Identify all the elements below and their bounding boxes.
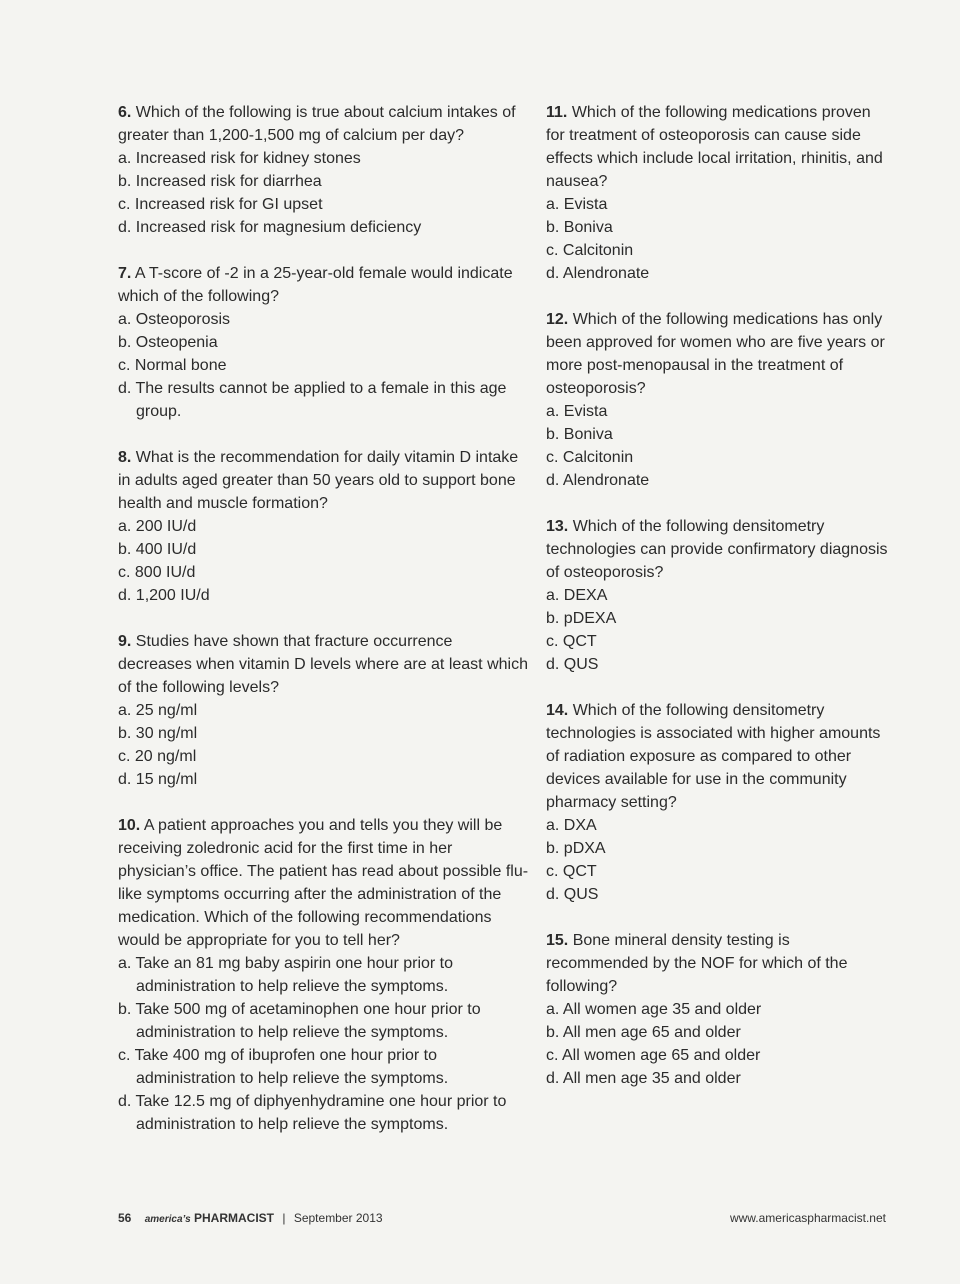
question-number: 15. bbox=[546, 932, 569, 949]
question-stem: Which of the following densitometry technologies is associated with higher amounts of radiation exposure as compared to other devices available for use in the community pharmacy setting? bbox=[546, 702, 881, 811]
option: b. pDXA bbox=[546, 840, 606, 857]
option: a. Evista bbox=[546, 403, 608, 420]
question-number: 9. bbox=[118, 633, 132, 650]
option: a. 200 IU/d bbox=[118, 518, 197, 535]
question-12 bbox=[546, 308, 891, 492]
question-number: 14. bbox=[546, 702, 569, 719]
right-column bbox=[546, 101, 891, 1113]
question-number: 11. bbox=[546, 104, 568, 121]
question-stem: Which of the following is true about calcium intakes of greater than 1,200-1,500 mg of calcium per day? bbox=[118, 104, 516, 144]
website-url: www.americaspharmacist.net bbox=[729, 1211, 886, 1225]
page-footer bbox=[118, 1209, 886, 1227]
option: b. All men age 65 and older bbox=[546, 1024, 741, 1041]
question-number: 7. bbox=[118, 265, 132, 282]
question-8 bbox=[118, 446, 530, 607]
option: c. Calcitonin bbox=[546, 449, 634, 466]
question-stem: A T-score of -2 in a 25-year-old female would indicate which of the following? bbox=[118, 265, 513, 305]
option: a. DEXA bbox=[546, 587, 608, 604]
option: d. QUS bbox=[546, 656, 599, 673]
option: c. QCT bbox=[546, 633, 597, 650]
question-stem: Which of the following medications proven for treatment of osteoporosis can cause side effects which include local irritation, rhinitis, and nausea? bbox=[546, 104, 883, 190]
option: d. Increased risk for magnesium deficiency bbox=[118, 219, 422, 236]
option: c. All women age 65 and older bbox=[546, 1047, 761, 1064]
option: b. Increased risk for diarrhea bbox=[118, 173, 322, 190]
option: a. Evista bbox=[546, 196, 608, 213]
option: c. QCT bbox=[546, 863, 597, 880]
issue-date: September 2013 bbox=[293, 1211, 383, 1225]
option: d. 1,200 IU/d bbox=[118, 587, 210, 604]
page-number: 56 bbox=[118, 1211, 132, 1225]
option: d. Alendronate bbox=[546, 472, 650, 489]
option: a. DXA bbox=[546, 817, 597, 834]
option: a. 25 ng/ml bbox=[118, 702, 198, 719]
option: c. 800 IU/d bbox=[118, 564, 196, 581]
option: b. Take 500 mg of acetaminophen one hour prior to administration to help relieve the symptoms. bbox=[118, 1001, 481, 1041]
question-stem: Bone mineral density testing is recommended by the NOF for which of the following? bbox=[546, 932, 848, 995]
question-14 bbox=[546, 699, 891, 906]
left-column bbox=[118, 101, 530, 1159]
question-number: 8. bbox=[118, 449, 132, 466]
question-number: 10. bbox=[118, 817, 141, 834]
question-7 bbox=[118, 262, 530, 423]
option: a. Increased risk for kidney stones bbox=[118, 150, 361, 167]
magazine-logo-prefix: america’s bbox=[144, 1214, 191, 1225]
question-stem: A patient approaches you and tells you they will be receiving zoledronic acid for the first time in her physician’s office. The patient has read about possible flu-like symptoms occurring after the administration of the medication. Which of the following recommendations would be appropriate for you to tell her? bbox=[118, 817, 529, 949]
option: d. QUS bbox=[546, 886, 599, 903]
option: d. Alendronate bbox=[546, 265, 650, 282]
option: b. Osteopenia bbox=[118, 334, 218, 351]
option: a. Take an 81 mg baby aspirin one hour prior to administration to help relieve the symptoms. bbox=[118, 955, 454, 995]
option: a. Osteoporosis bbox=[118, 311, 231, 328]
option: b. 30 ng/ml bbox=[118, 725, 198, 742]
option: d. Take 12.5 mg of diphyenhydramine one hour prior to administration to help relieve the symptoms. bbox=[118, 1093, 507, 1133]
question-11 bbox=[546, 101, 891, 285]
magazine-logo-name: PHARMACIST bbox=[194, 1211, 275, 1225]
option: c. Take 400 mg of ibuprofen one hour prior to administration to help relieve the symptoms. bbox=[118, 1047, 449, 1087]
question-stem: Which of the following medications has only been approved for women who are five years or more post-menopausal in the treatment of osteoporosis? bbox=[546, 311, 885, 397]
option: b. Boniva bbox=[546, 219, 613, 236]
question-10 bbox=[118, 814, 530, 1136]
question-9 bbox=[118, 630, 530, 791]
question-stem: What is the recommendation for daily vitamin D intake in adults aged greater than 50 years old to support bone health and muscle formation? bbox=[118, 449, 519, 512]
option: d. 15 ng/ml bbox=[118, 771, 198, 788]
option: b. pDEXA bbox=[546, 610, 617, 627]
question-number: 12. bbox=[546, 311, 569, 328]
option: c. Increased risk for GI upset bbox=[118, 196, 323, 213]
option: d. All men age 35 and older bbox=[546, 1070, 741, 1087]
option: b. 400 IU/d bbox=[118, 541, 197, 558]
option: a. All women age 35 and older bbox=[546, 1001, 762, 1018]
question-number: 6. bbox=[118, 104, 132, 121]
question-15 bbox=[546, 929, 891, 1090]
option: b. Boniva bbox=[546, 426, 613, 443]
question-6 bbox=[118, 101, 530, 239]
magazine-logo bbox=[145, 1211, 274, 1225]
option: d. The results cannot be applied to a female in this age group. bbox=[118, 380, 507, 420]
option: c. Calcitonin bbox=[546, 242, 634, 259]
question-stem: Which of the following densitometry technologies can provide confirmatory diagnosis of osteoporosis? bbox=[546, 518, 888, 581]
footer-separator: | bbox=[282, 1211, 286, 1225]
question-number: 13. bbox=[546, 518, 569, 535]
question-13 bbox=[546, 515, 891, 676]
question-stem: Studies have shown that fracture occurrence decreases when vitamin D levels where are at least which of the following levels? bbox=[118, 633, 528, 696]
option: c. Normal bone bbox=[118, 357, 227, 374]
option: c. 20 ng/ml bbox=[118, 748, 197, 765]
